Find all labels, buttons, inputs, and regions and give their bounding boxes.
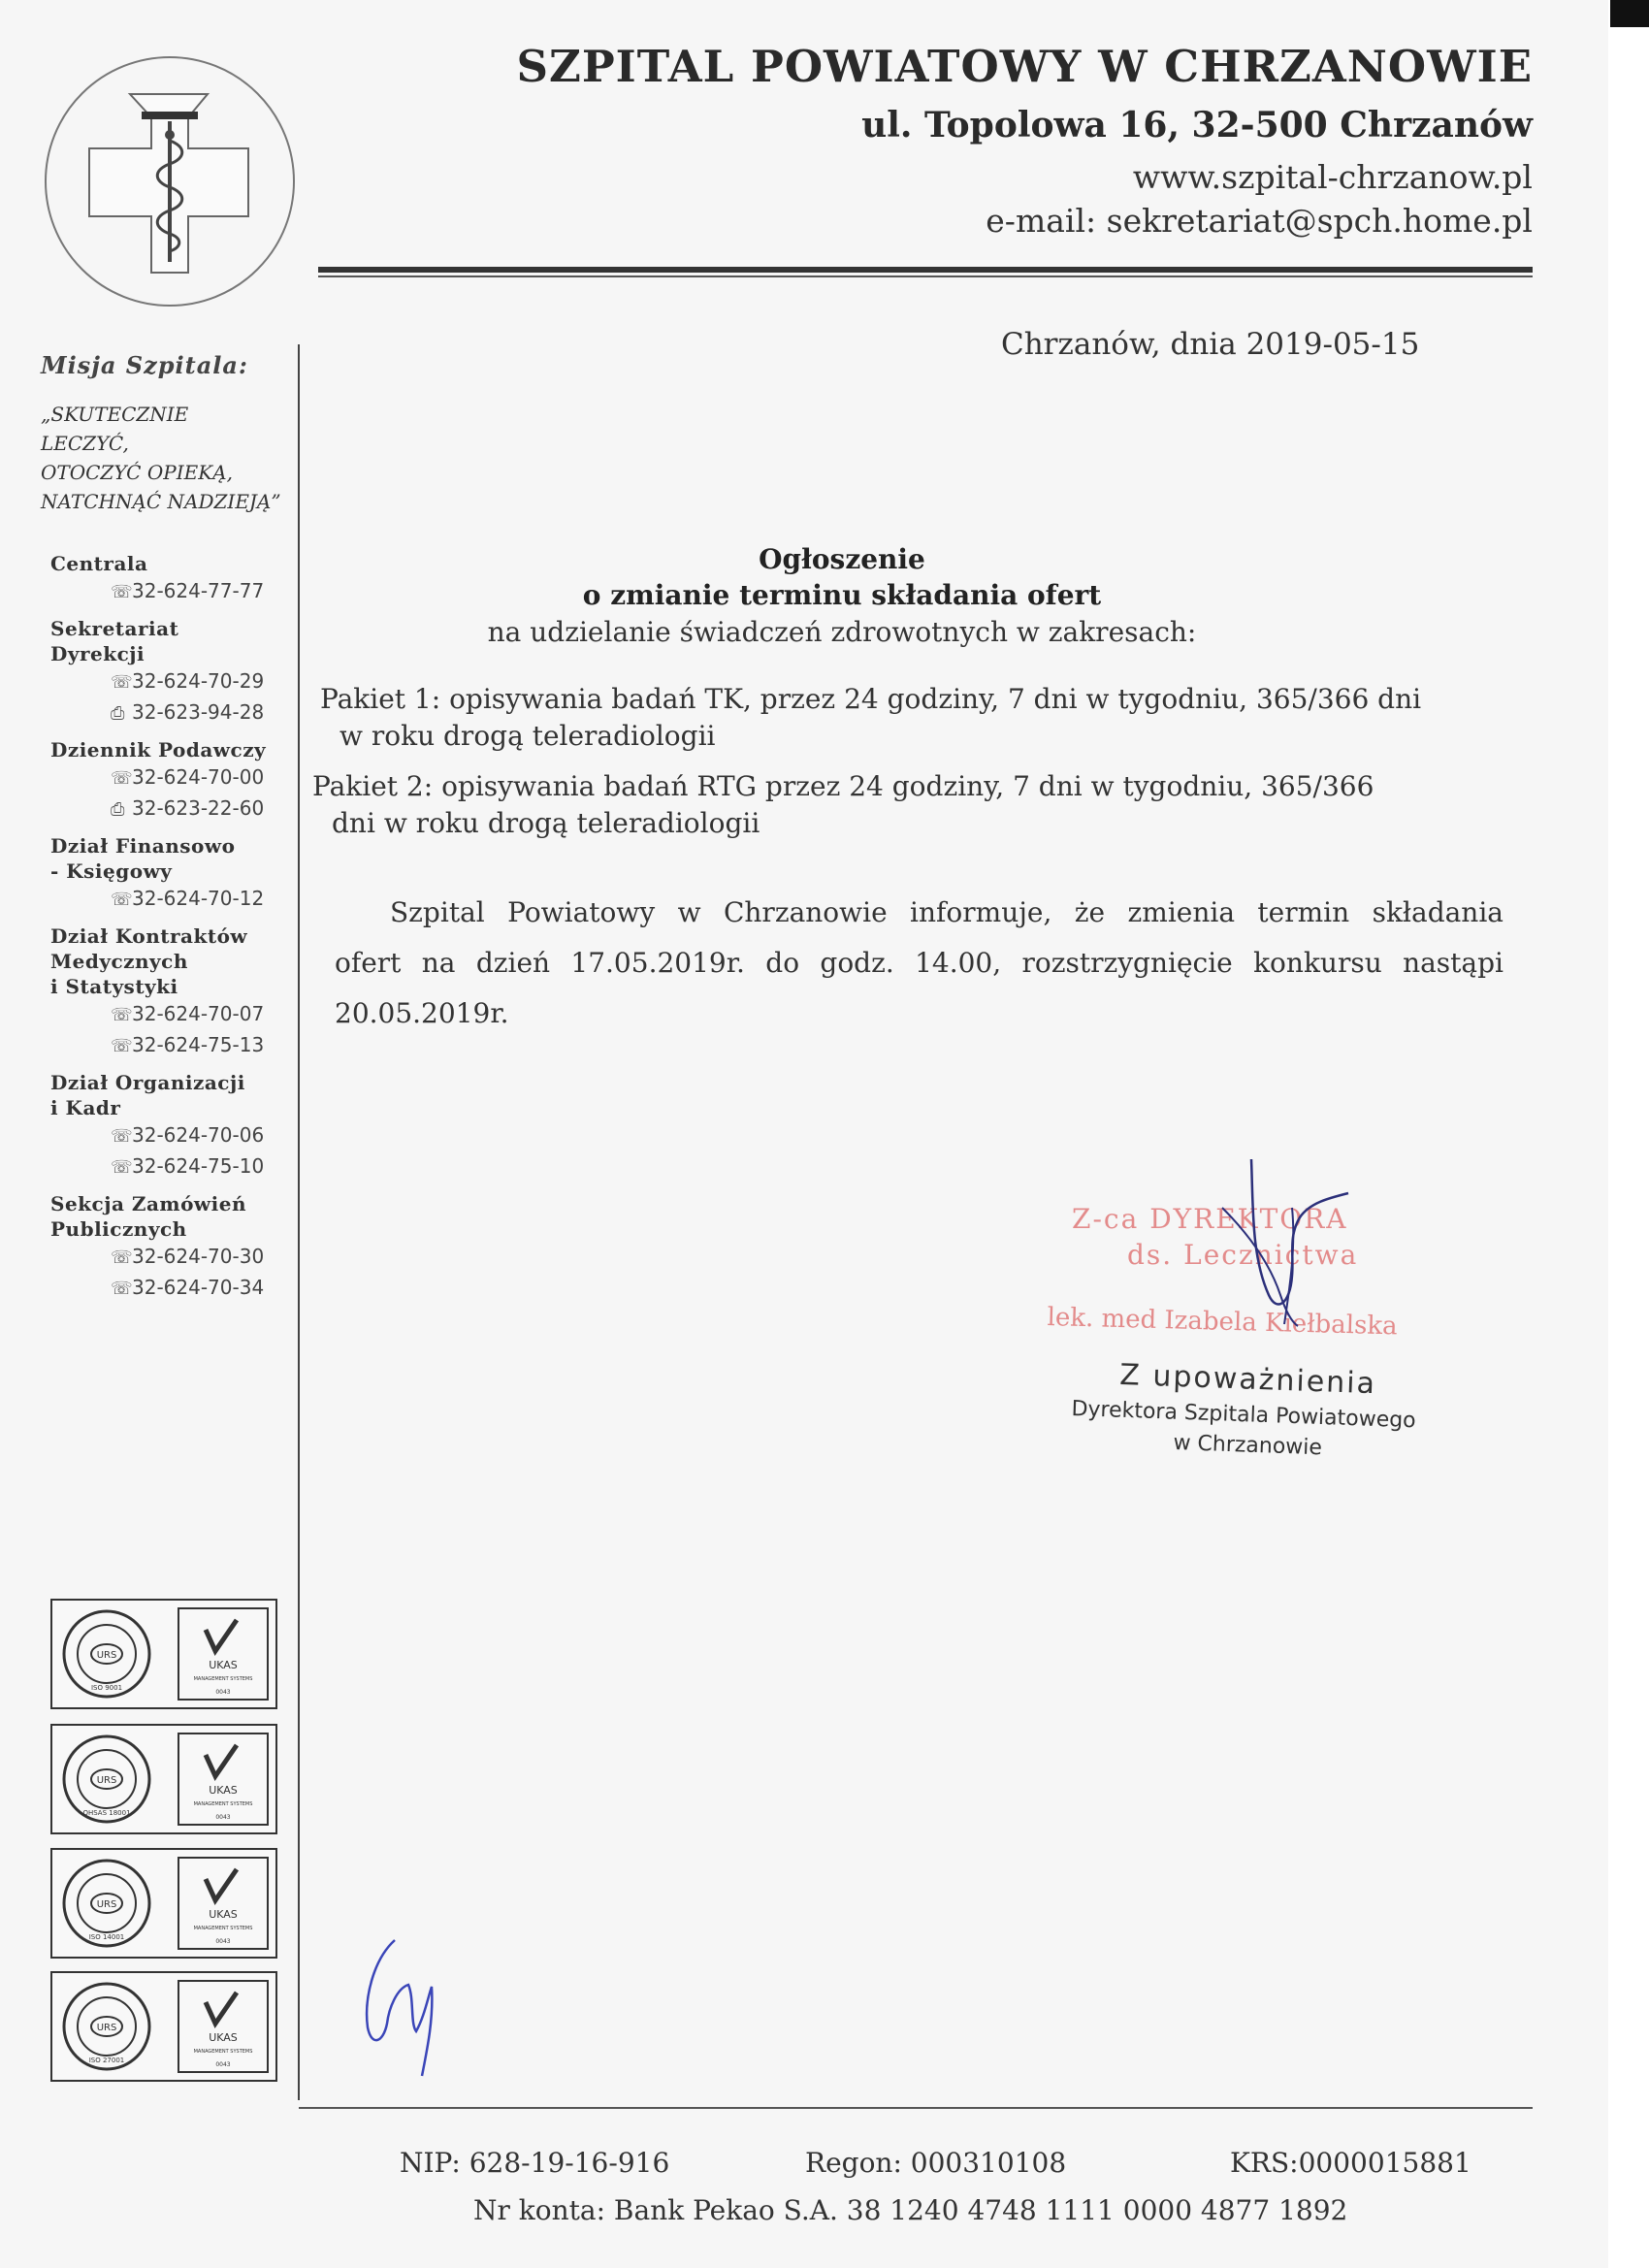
certificate-ukas: UKAS	[209, 1659, 238, 1671]
authorization-line: w Chrzanowie	[1173, 1431, 1323, 1461]
phone-icon: ☏	[111, 1036, 133, 1056]
certificate-standard: OHSAS 18001	[82, 1809, 131, 1817]
certificate-code: 0043	[215, 1689, 231, 1696]
stamp-department: ds. Lecznictwa	[1127, 1239, 1359, 1271]
mission-line: NATCHNĄĆ NADZIEJĄ”	[41, 490, 281, 513]
certificate-code: 0043	[215, 1938, 231, 1945]
certificate-standard: ISO 27001	[88, 2057, 125, 2064]
certificate-badge	[50, 1599, 277, 1709]
mission-line: LECZYĆ,	[41, 432, 129, 455]
certificate-ukas: UKAS	[209, 2031, 238, 2044]
phone-icon: ☏	[111, 890, 133, 910]
certificate-sub: MANAGEMENT SYSTEMS	[193, 1926, 253, 1931]
mission-line: OTOCZYĆ OPIEKĄ,	[41, 461, 233, 484]
certificate-standard: ISO 9001	[90, 1684, 123, 1692]
phone-number: ☏32-624-70-34	[50, 1273, 293, 1304]
phone-number: ☏32-624-70-07	[50, 999, 293, 1030]
phone-number: ☏32-624-70-06	[50, 1120, 293, 1151]
paragraph-line: 20.05.2019r.	[335, 997, 509, 1029]
svg-text:URS: URS	[96, 1899, 117, 1910]
department-name: Dziennik Podawczy	[50, 738, 267, 761]
hospital-website[interactable]: www.szpital-chrzanow.pl	[1132, 158, 1533, 196]
certificate-badge	[50, 1724, 277, 1834]
page-edge	[1608, 0, 1649, 2268]
department-dziennik	[50, 737, 293, 825]
phone-icon: ☏	[111, 1005, 133, 1025]
phone-number: ☏32-624-70-30	[50, 1242, 293, 1273]
phone-number: ☏32-624-70-29	[50, 666, 293, 697]
svg-text:URS: URS	[96, 2023, 117, 2033]
stamp-person: lek. med Izabela Kiełbalska	[1047, 1303, 1399, 1342]
hospital-name: SZPITAL POWIATOWY W CHRZANOWIE	[516, 41, 1533, 92]
header-rule-thin	[318, 275, 1533, 277]
certificate-standard: ISO 14001	[88, 1933, 125, 1941]
pakiet-line: Pakiet 2: opisywania badań RTG przez 24 godziny, 7 dni w tygodniu, 365/366	[312, 770, 1374, 802]
department-kontrakty	[50, 923, 293, 1061]
certificate-badge	[50, 1848, 277, 1959]
pakiet-line: w roku drogą teleradiologii	[340, 720, 716, 752]
authorization-line: Z upoważnienia	[1118, 1358, 1377, 1402]
phone-icon: ☏	[111, 1279, 133, 1299]
department-centrala	[50, 551, 293, 607]
fax-number: ⎙ 32-623-94-28	[50, 697, 293, 729]
phone-icon: ☏	[111, 672, 133, 693]
phone-number: ☏32-624-75-13	[50, 1030, 293, 1061]
footer-regon: Regon: 000310108	[805, 2147, 1067, 2179]
authorization-line: Dyrektora Szpitala Powiatowego	[1071, 1397, 1417, 1434]
certificate-sub: MANAGEMENT SYSTEMS	[193, 1676, 253, 1682]
certificate-code: 0043	[215, 2061, 231, 2068]
pakiet-line: dni w roku drogą teleradiologii	[332, 807, 760, 839]
letter-date: Chrzanów, dnia 2019-05-15	[1001, 327, 1420, 362]
department-name: Dział Finansowo - Księgowy	[50, 834, 236, 883]
footer-krs: KRS:0000015881	[1230, 2147, 1471, 2179]
phone-icon: ☏	[111, 582, 133, 602]
phone-icon: ☏	[111, 768, 133, 789]
svg-text:URS: URS	[96, 1775, 117, 1786]
phone-icon: ☏	[111, 1126, 133, 1147]
certificate-ukas: UKAS	[209, 1784, 238, 1797]
department-zamowienia	[50, 1191, 293, 1304]
header-rule	[318, 267, 1533, 273]
department-name: Sekcja Zamówień Publicznych	[50, 1192, 247, 1241]
phone-icon: ☏	[111, 1157, 133, 1178]
phone-number: ☏32-624-77-77	[50, 576, 293, 607]
footer-bank-account: Nr konta: Bank Pekao S.A. 38 1240 4748 1111 0000 4877 1892	[473, 2194, 1348, 2226]
department-sekretariat	[50, 616, 293, 729]
certificate-ukas: UKAS	[209, 1908, 238, 1921]
fax-icon: ⎙	[111, 799, 125, 820]
letter-title: Ogłoszenie	[759, 543, 925, 575]
certificate-sub: MANAGEMENT SYSTEMS	[193, 2049, 253, 2055]
department-kadry	[50, 1070, 293, 1183]
department-name: Dział Kontraktów Medycznych i Statystyki	[50, 924, 248, 998]
sidebar-divider	[298, 344, 300, 2100]
mission-line: „SKUTECZNIE	[41, 403, 189, 426]
stamp-role: Z-ca DYREKTORA	[1072, 1203, 1348, 1235]
department-name: Centrala	[50, 552, 148, 575]
signature	[1183, 1150, 1377, 1344]
announcement-paragraph	[335, 888, 1504, 1039]
phone-number: ☏32-624-70-00	[50, 762, 293, 794]
department-name: Sekretariat Dyrekcji	[50, 617, 179, 665]
department-finanse	[50, 833, 293, 915]
svg-text:URS: URS	[96, 1650, 117, 1661]
letter-scope: na udzielanie świadczeń zdrowotnych w zakresach:	[487, 616, 1197, 648]
letter-subtitle: o zmianie terminu składania ofert	[582, 579, 1102, 611]
scan-corner	[1610, 0, 1649, 27]
phone-icon: ☏	[111, 1247, 133, 1268]
footer-rule	[299, 2107, 1533, 2109]
footer-nip: NIP: 628-19-16-916	[400, 2147, 670, 2179]
pakiet-2	[312, 768, 1374, 842]
hospital-logo	[41, 53, 303, 310]
hospital-email[interactable]: e-mail: sekretariat@spch.home.pl	[986, 202, 1533, 240]
paragraph-line: ofert na dzień 17.05.2019r. do godz. 14.00, rozstrzygnięcie konkursu nastąpi	[335, 947, 1504, 979]
department-name: Dział Organizacji i Kadr	[50, 1071, 245, 1119]
phone-number: ☏32-624-70-12	[50, 884, 293, 915]
mission-text	[41, 400, 281, 516]
hospital-address: ul. Topolowa 16, 32-500 Chrzanów	[861, 105, 1533, 146]
certificate-badge	[50, 1971, 277, 2082]
fax-number: ⎙ 32-623-22-60	[50, 794, 293, 825]
pakiet-line: Pakiet 1: opisywania badań TK, przez 24 godziny, 7 dni w tygodniu, 365/366 dni	[320, 683, 1422, 715]
certificate-code: 0043	[215, 1814, 231, 1821]
pakiet-1	[320, 681, 1421, 755]
paragraph-line: Szpital Powiatowy w Chrzanowie informuje, że zmienia termin składania	[390, 896, 1504, 928]
fax-icon: ⎙	[111, 703, 125, 724]
phone-number: ☏32-624-75-10	[50, 1151, 293, 1183]
mission-title: Misja Szpitala:	[41, 351, 248, 379]
certificate-sub: MANAGEMENT SYSTEMS	[193, 1801, 253, 1807]
contact-list	[50, 551, 293, 1312]
initials-signature	[354, 1930, 461, 2086]
